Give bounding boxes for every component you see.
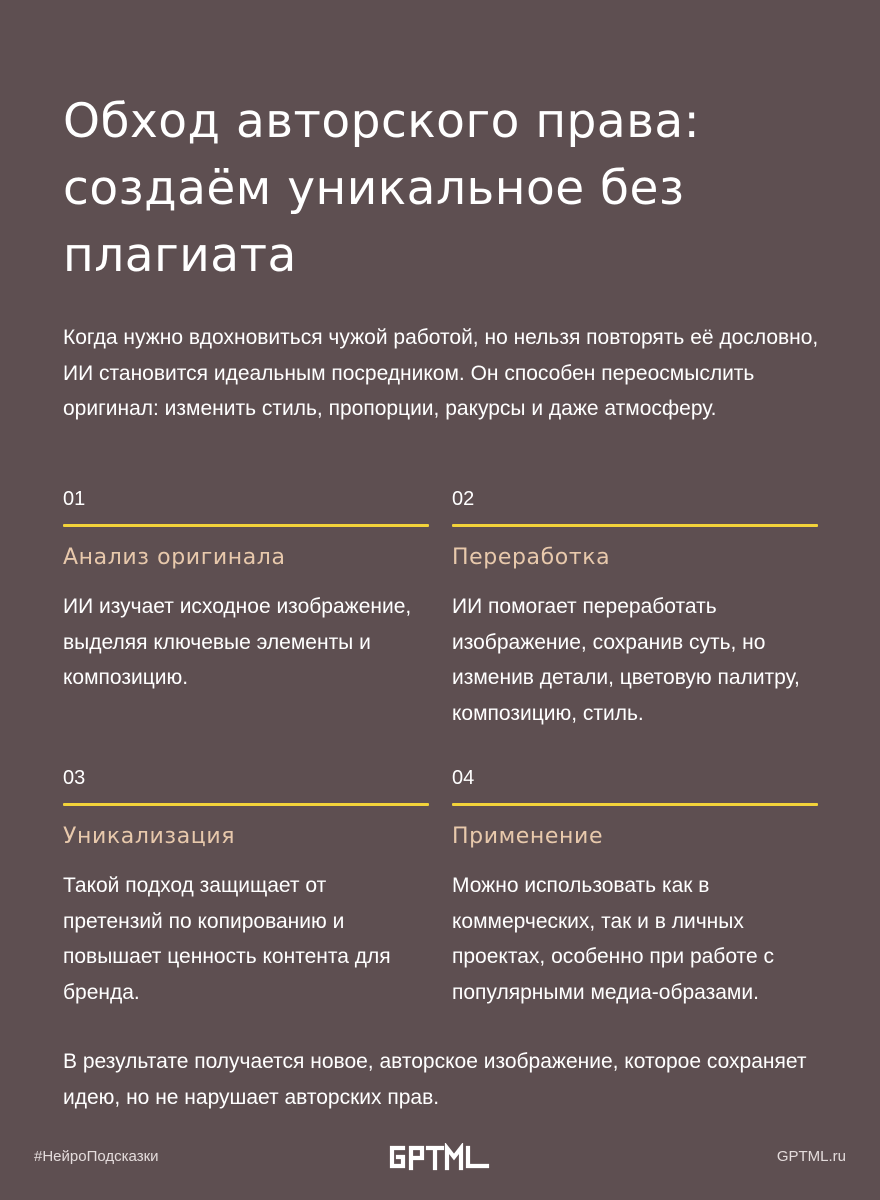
step-card-2: [452, 487, 818, 731]
site-link[interactable]: GPTML.ru: [776, 1148, 846, 1165]
step-number: 01: [63, 488, 86, 510]
page-title: Обход авторского права: создаём уникальное без плагиата: [63, 94, 701, 283]
step-divider: [63, 803, 429, 806]
step-title: Уникализация: [63, 824, 236, 849]
gptml-logo: [387, 1143, 493, 1171]
step-title: Применение: [452, 824, 604, 849]
step-card-1: [63, 487, 429, 696]
step-card-4: [452, 766, 818, 1010]
step-number: 03: [63, 767, 86, 789]
step-card-3: [63, 766, 429, 1010]
conclusion-paragraph: В результате получается новое, авторское изображение, которое сохраняет идею, но не нарушает авторских прав.: [63, 1050, 807, 1109]
step-text: Можно использовать как в коммерческих, так и в личных проектах, особенно при работе с популярными медиа-образами.: [452, 874, 774, 1004]
step-number: 02: [452, 488, 475, 510]
step-divider: [63, 524, 429, 527]
step-title: Анализ оригинала: [63, 545, 286, 570]
intro-paragraph: Когда нужно вдохновиться чужой работой, но нельзя повторять её дословно, ИИ становится идеальным посредником. Он способен переосмыслить оригинал: изменить стиль, пропорции, ракурсы и даже атмосферу.: [63, 326, 819, 420]
step-text: ИИ помогает переработать изображение, сохранив суть, но изменив детали, цветовую палитру, композицию, стиль.: [452, 595, 800, 725]
step-divider: [452, 803, 818, 806]
step-title: Переработка: [452, 545, 611, 570]
step-divider: [452, 524, 818, 527]
step-text: Такой подход защищает от претензий по копированию и повышает ценность контента для бренда.: [63, 874, 391, 1004]
step-number: 04: [452, 767, 475, 789]
step-text: ИИ изучает исходное изображение, выделяя ключевые элементы и композицию.: [63, 595, 412, 689]
hashtag-label: #НейроПодсказки: [34, 1148, 159, 1165]
